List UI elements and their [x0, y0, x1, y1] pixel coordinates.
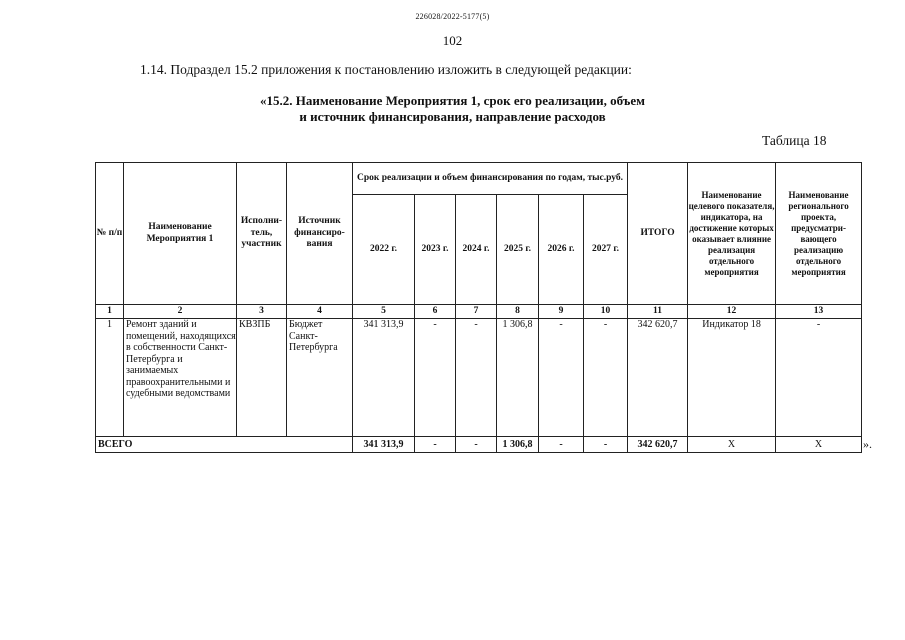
column-number: 12 [688, 305, 776, 319]
header-year: 2022 г. [353, 195, 415, 305]
row-project: - [776, 319, 862, 437]
row-year-value: - [584, 319, 628, 437]
column-number-row [96, 305, 862, 319]
total-row [96, 437, 862, 453]
header-source: Источник финансиро-вания [287, 163, 353, 305]
total-year-value: - [584, 437, 628, 453]
row-year-value: 341 313,9 [353, 319, 415, 437]
heading-line-2: и источник финансирования, направление расходов [299, 109, 606, 124]
column-number: 10 [584, 305, 628, 319]
header-num: № п/п [96, 163, 124, 305]
row-source: Бюджет Санкт-Петербурга [287, 319, 353, 437]
document-id: 226028/2022-5177(5) [415, 12, 490, 21]
intro-paragraph: 1.14. Подраздел 15.2 приложения к постановлению изложить в следующей редакции: [140, 62, 632, 77]
row-year-value: 1 306,8 [497, 319, 539, 437]
funding-table [95, 162, 862, 453]
total-indicator: Х [688, 437, 776, 453]
table-row [96, 319, 862, 437]
row-total: 342 620,7 [628, 319, 688, 437]
header-total: ИТОГО [628, 163, 688, 305]
header-period-group: Срок реализации и объем финансирования по годам, тыс.руб. [353, 163, 628, 195]
heading-line-1: «15.2. Наименование Мероприятия 1, срок его реализации, объем [260, 93, 645, 108]
column-number: 3 [237, 305, 287, 319]
column-number: 4 [287, 305, 353, 319]
row-indicator: Индикатор 18 [688, 319, 776, 437]
total-year-value: - [456, 437, 497, 453]
row-num: 1 [96, 319, 124, 437]
table-label: Таблица 18 [762, 133, 827, 148]
column-number: 7 [456, 305, 497, 319]
row-year-value: - [539, 319, 584, 437]
total-project: Х [776, 437, 862, 453]
total-year-value: - [415, 437, 456, 453]
total-sum: 342 620,7 [628, 437, 688, 453]
section-heading [0, 93, 905, 125]
column-number: 2 [124, 305, 237, 319]
header-year: 2026 г. [539, 195, 584, 305]
column-number: 8 [497, 305, 539, 319]
row-executor: КВЗПБ [237, 319, 287, 437]
header-indicator: Наименование целевого показателя, индикатора, на достижение которых оказывает влияние реализация отдельного мероприятия [688, 163, 776, 305]
total-year-value: 1 306,8 [497, 437, 539, 453]
total-year-value: 341 313,9 [353, 437, 415, 453]
header-year: 2024 г. [456, 195, 497, 305]
header-executor: Исполни-тель, участник [237, 163, 287, 305]
total-year-value: - [539, 437, 584, 453]
page-number: 102 [442, 33, 463, 48]
row-year-value: - [456, 319, 497, 437]
header-name: Наименование Мероприятия 1 [124, 163, 237, 305]
column-number: 6 [415, 305, 456, 319]
header-year: 2023 г. [415, 195, 456, 305]
header-project: Наименование регионального проекта, предусматри-вающего реализацию отдельного мероприятия [776, 163, 862, 305]
header-year: 2025 г. [497, 195, 539, 305]
column-number: 9 [539, 305, 584, 319]
header-year: 2027 г. [584, 195, 628, 305]
column-number: 5 [353, 305, 415, 319]
closing-quote: ». [863, 437, 872, 451]
column-number: 1 [96, 305, 124, 319]
total-label: ВСЕГО [96, 437, 353, 453]
row-name: Ремонт зданий и помещений, находящихся в собственности Санкт-Петербурга и занимаемых правоохранительными и судебными ведомствами [124, 319, 237, 437]
column-number: 11 [628, 305, 688, 319]
row-year-value: - [415, 319, 456, 437]
column-number: 13 [776, 305, 862, 319]
